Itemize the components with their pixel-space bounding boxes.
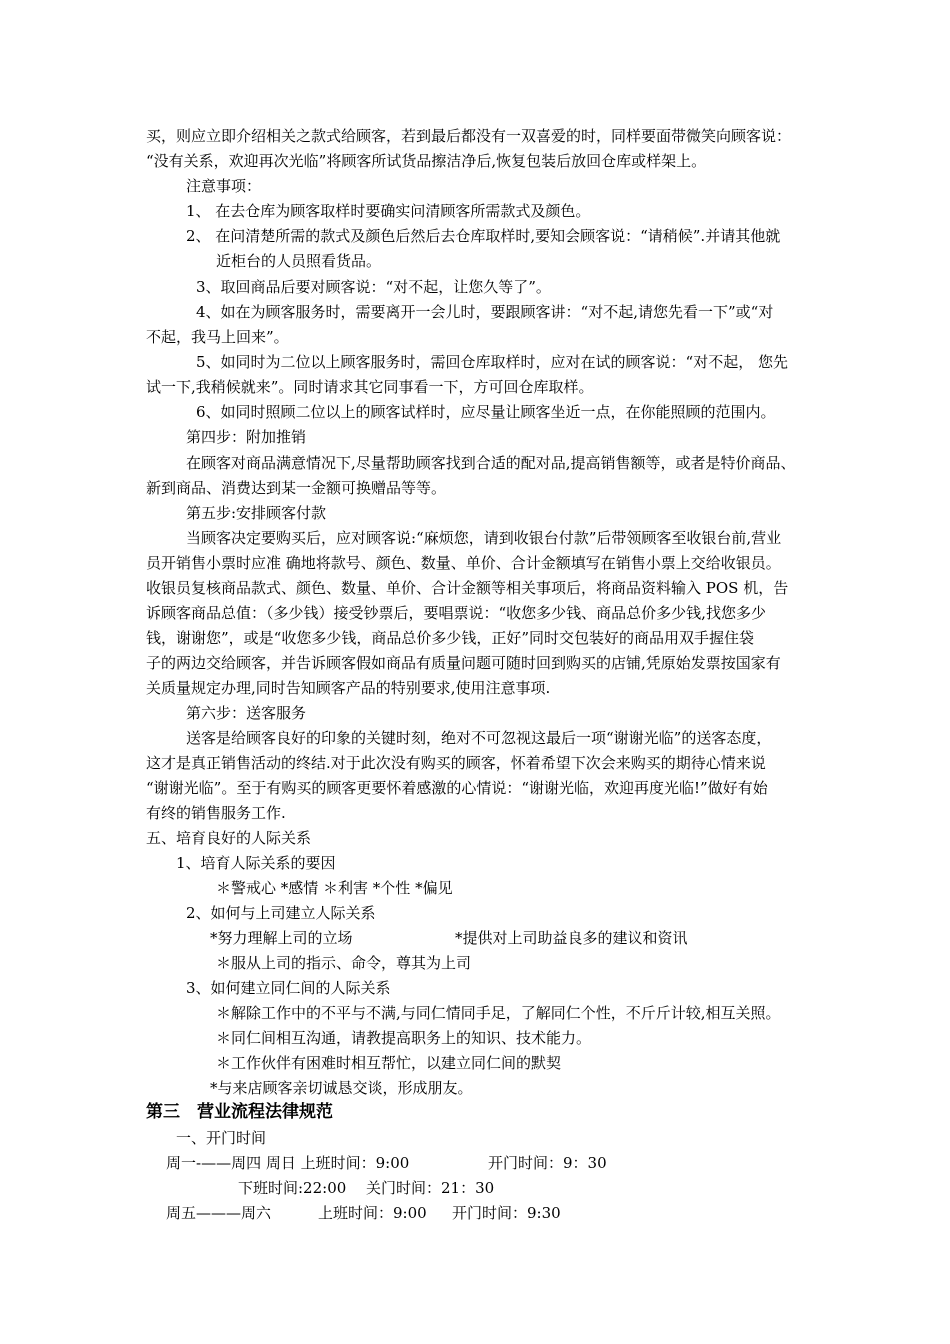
schedule-row: 上班时间：9:00 <box>318 1204 427 1222</box>
text-line: 有终的销售服务工作. <box>146 804 286 822</box>
text-line: 4、如在为顾客服务时，需要离开一会儿时，要跟顾客讲：“对不起,请您先看一下”或“对 <box>196 303 774 321</box>
text-line: ＊服从上司的指示、命令，尊其为上司 <box>216 954 472 972</box>
text-line: 2、如何与上司建立人际关系 <box>186 904 376 922</box>
schedule-row: 关门时间：21：30 <box>366 1179 495 1197</box>
text-line: 在顾客对商品满意情况下,尽量帮助顾客找到合适的配对品,提高销售额等，或者是特价商品、 <box>186 454 796 472</box>
text-line: *提供对上司助益良多的建议和资讯 <box>455 929 688 947</box>
text-line: 不起，我马上回来”。 <box>146 328 289 346</box>
text-line: 当顾客决定要购买后，应对顾客说:“麻烦您，请到收银台付款”后带领顾客至收银台前,营业 <box>186 529 782 547</box>
text-line: 新到商品、消费达到某一金额可换赠品等等。 <box>146 479 447 497</box>
text-line: 近柜台的人员照看货品。 <box>216 252 382 270</box>
text-line: 收银员复核商品款式、颜色、数量、单价、合计金额等相关事项后，将商品资料输入 POS 机，告 <box>146 579 789 597</box>
text-line: “谢谢光临”。至于有购买的顾客更要怀着感激的心情说：“谢谢光临，欢迎再度光临!”做好有始 <box>146 779 768 797</box>
text-line: ＊工作伙伴有困难时相互帮忙，以建立同仁间的默契 <box>216 1054 562 1072</box>
schedule-row: 周一-——周四 周日 上班时间：9:00 <box>166 1154 410 1172</box>
text-line: 6、如同时照顾二位以上的顾客试样时，应尽量让顾客坐近一点，在你能照顾的范围内。 <box>196 403 776 421</box>
text-line: ＊警戒心 *感情 ＊利害 *个性 *偏见 <box>216 879 453 897</box>
text-line: 3、取回商品后要对顾客说：“对不起，让您久等了”。 <box>196 278 551 296</box>
text-line: 诉顾客商品总值：（多少钱）接受钞票后，要唱票说：“收您多少钱、商品总价多少钱,找您多少 <box>146 604 766 622</box>
text-line: 这才是真正销售活动的终结.对于此次没有购买的顾客，怀着希望下次会来购买的期待心情来说 <box>146 754 766 772</box>
schedule-row: 开门时间：9:30 <box>452 1204 561 1222</box>
text-line: 5、如同时为二位以上顾客服务时，需回仓库取样时，应对在试的顾客说：“对不起， 您先 <box>196 353 788 371</box>
text-line: 2、 在问清楚所需的款式及颜色后然后去仓库取样时,要知会顾客说：“请稍候”.并请其他就 <box>186 227 781 245</box>
text-line: 一、开门时间 <box>176 1129 267 1147</box>
text-line: *努力理解上司的立场 <box>210 929 353 947</box>
text-line: 1、 在去仓库为顾客取样时要确实问清顾客所需款式及颜色。 <box>186 202 591 220</box>
text-line: 注意事项： <box>186 177 262 195</box>
schedule-row: 开门时间：9：30 <box>488 1154 607 1172</box>
text-line: 关质量规定办理,同时告知顾客产品的特别要求,使用注意事项. <box>146 679 551 697</box>
chapter-heading: 第三 营业流程法律规范 <box>146 1102 333 1122</box>
text-line: 试一下,我稍候就来”。同时请求其它同事看一下，方可回仓库取样。 <box>146 378 594 396</box>
section-heading: 五、培育良好的人际关系 <box>146 829 312 847</box>
text-line: 第六步：送客服务 <box>186 704 307 722</box>
schedule-row: 周五———周六 <box>166 1204 272 1222</box>
text-line: 3、如何建立同仁间的人际关系 <box>186 979 391 997</box>
text-line: *与来店顾客亲切诚恳交谈，形成朋友。 <box>210 1079 473 1097</box>
text-line: ＊同仁间相互沟通，请教提高职务上的知识、技术能力。 <box>216 1029 592 1047</box>
text-line: 第四步：附加推销 <box>186 428 307 446</box>
text-line: 钱，谢谢您”，或是“收您多少钱，商品总价多少钱，正好”同时交包装好的商品用双手握住袋 <box>146 629 755 647</box>
text-line: 1、培育人际关系的要因 <box>176 854 336 872</box>
text-line: 子的两边交给顾客，并告诉顾客假如商品有质量问题可随时回到购买的店铺,凭原始发票按国家有 <box>146 654 781 672</box>
text-line: ＊解除工作中的不平与不满,与同仁情同手足，了解同仁个性，不斤斤计较,相互关照。 <box>216 1004 781 1022</box>
text-line: “没有关系，欢迎再次光临”将顾客所试货品擦洁净后,恢复包装后放回仓库或样架上。 <box>146 152 707 170</box>
text-line: 送客是给顾客良好的印象的关键时刻，绝对不可忽视这最后一项“谢谢光临”的送客态度， <box>186 729 772 747</box>
text-line: 第五步:安排顾客付款 <box>186 504 327 522</box>
text-line: 员开销售小票时应准 确地将款号、颜色、数量、单价、合计金额填写在销售小票上交给收银员。 <box>146 554 781 572</box>
schedule-row: 下班时间:22:00 <box>238 1179 347 1197</box>
text-line: 买，则应立即介绍相关之款式给顾客，若到最后都没有一双喜爱的时，同样要面带微笑向顾客说： <box>146 127 792 145</box>
